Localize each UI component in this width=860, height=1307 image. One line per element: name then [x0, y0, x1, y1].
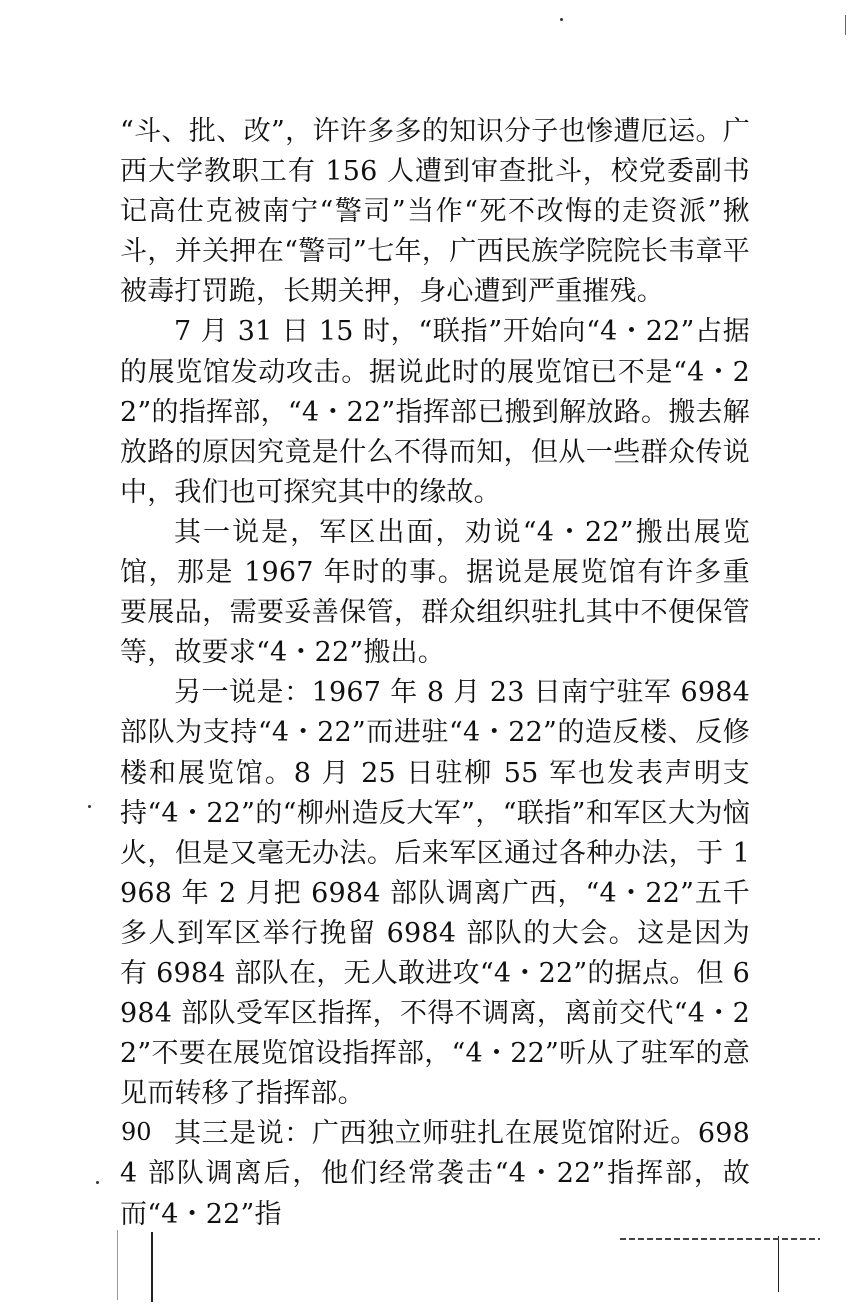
scan-dash-line [620, 1238, 820, 1240]
paragraph-1: “斗、批、改”，许许多多的知识分子也惨遭厄运。广西大学教职工有 156 人遭到审查批斗，校党委副书记高仕克被南宁“警司”当作“死不改悔的走资派”揪斗，并关押在“警司”七年，广西民族学院院长韦章平被毒打罚跪，长期关押，身心遭到严重摧残。 [120, 116, 750, 308]
paragraph-3: 其一说是，军区出面，劝说“4・22”搬出展览馆，那是 1967 年时的事。据说是展览馆有许多重要展品，需要妥善保管，群众组织驻扎其中不便保管等，故要求“4・22”搬出。 [120, 516, 750, 669]
scan-speck [88, 805, 91, 808]
page-number: 90 [121, 1118, 152, 1146]
body-text [120, 112, 750, 1235]
scan-speck [560, 18, 563, 21]
scan-edge-line [151, 1232, 153, 1302]
paragraph-2: 7 月 31 日 15 时，“联指”开始向“4・22”占据的展览馆发动攻击。据说此时的展览馆已不是“4・22”的指挥部，“4・22”指挥部已搬到解放路。搬去解放路的原因究竟是什么不得而知，但从一些群众传说中，我们也可探究其中的缘故。 [120, 316, 750, 508]
scan-edge-line [117, 1230, 118, 1300]
scan-edge-line [845, 15, 846, 35]
scan-edge-line [778, 1236, 779, 1292]
paragraph-4: 另一说是：1967 年 8 月 23 日南宁驻军 6984 部队为支持“4・22”而进驻“4・22”的造反楼、反修楼和展览馆。8 月 25 日驻柳 55 军也发表声明支持“4・22”的“柳州造反大军”，“联指”和军区大为恼火，但是又毫无办法。后来军区通过各种办法，于 1968 年 2 月把 6984 部队调离广西，“4・22”五千多人到军区举行挽留 6984 部队的大会。这是因为有 6984 部队在，无人敢进攻“4・22”的据点。但 6984 部队受军区指挥，不得不调离，离前交代“4・22”不要在展览馆设指挥部，“4・22”听从了驻军的意见而转移了指挥部。 [120, 677, 750, 1110]
scan-speck [96, 1181, 99, 1184]
paragraph-5: 其三是说：广西独立师驻扎在展览馆附近。6984 部队调离后，他们经常袭击“4・22”指挥部，故而“4・22”指 [120, 1118, 750, 1230]
